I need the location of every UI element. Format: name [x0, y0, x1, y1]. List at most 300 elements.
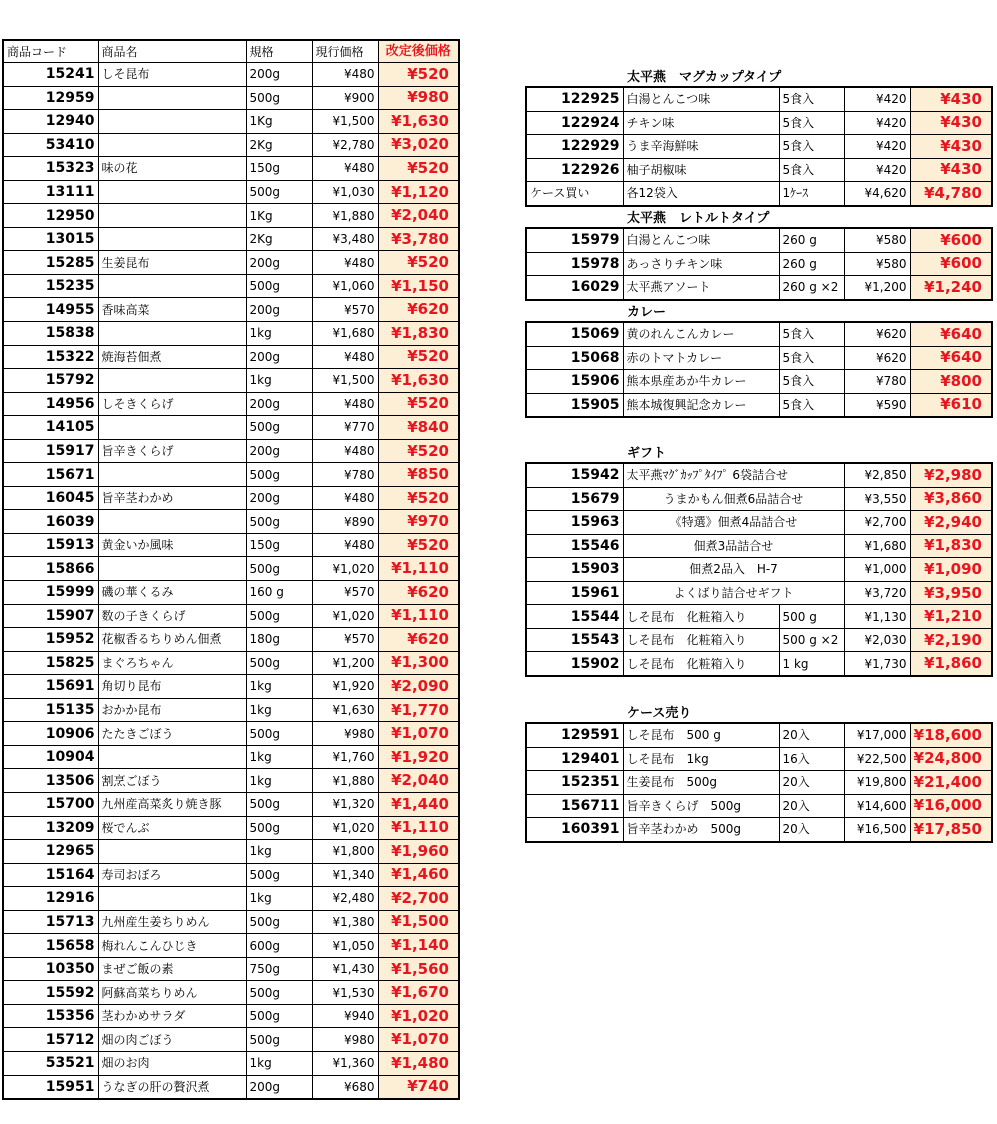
- new-price: ¥430: [910, 87, 992, 111]
- product-spec: 500g: [246, 1028, 312, 1052]
- product-code: 15700: [3, 792, 98, 816]
- new-price: ¥1,240: [910, 276, 992, 300]
- new-price: ¥3,950: [910, 581, 992, 605]
- current-price: ¥570: [312, 298, 378, 322]
- product-spec: 1kg: [246, 675, 312, 699]
- product-name: [98, 204, 246, 228]
- new-price: ¥1,140: [378, 934, 459, 958]
- product-name: しそ昆布 化粧箱入り: [623, 605, 779, 629]
- current-price: ¥16,500: [844, 818, 910, 842]
- table-row: [3, 274, 459, 298]
- product-code: 15905: [526, 393, 623, 417]
- table-row: [526, 158, 992, 182]
- product-code: 14105: [3, 416, 98, 440]
- table-row: [3, 416, 459, 440]
- product-code: 12950: [3, 204, 98, 228]
- new-price: ¥430: [910, 111, 992, 135]
- product-spec: 1kg: [246, 745, 312, 769]
- new-price: ¥520: [378, 251, 459, 275]
- product-name: しそきくらげ: [98, 392, 246, 416]
- current-price: ¥1,800: [312, 840, 378, 864]
- product-name: 太平燕アソート: [623, 276, 779, 300]
- table-row: [526, 370, 992, 394]
- product-name: 割烹ごぼう: [98, 769, 246, 793]
- product-code: 12959: [3, 86, 98, 110]
- table-row: [3, 675, 459, 699]
- table-row: [526, 135, 992, 159]
- header-cell: 規格: [246, 40, 312, 63]
- product-spec: 5食入: [779, 111, 844, 135]
- product-code: 13209: [3, 816, 98, 840]
- product-spec: 1Kg: [246, 110, 312, 134]
- current-price: ¥2,780: [312, 133, 378, 157]
- current-price: ¥2,700: [844, 511, 910, 535]
- table-row: [3, 769, 459, 793]
- product-code: 15285: [3, 251, 98, 275]
- current-price: ¥680: [312, 1075, 378, 1099]
- product-code: 10904: [3, 745, 98, 769]
- product-spec: 600g: [246, 934, 312, 958]
- table-row: [526, 605, 992, 629]
- table-row: [3, 439, 459, 463]
- product-name: うま辛海鮮味: [623, 135, 779, 159]
- table-row: [526, 771, 992, 795]
- product-code: 129591: [526, 723, 623, 747]
- curry-table: [525, 321, 993, 418]
- product-code: 15241: [3, 63, 98, 87]
- product-name: 黄金いか風味: [98, 533, 246, 557]
- new-price: ¥1,830: [910, 534, 992, 558]
- product-spec: 180g: [246, 628, 312, 652]
- current-price: ¥420: [844, 111, 910, 135]
- product-code: 53410: [3, 133, 98, 157]
- new-price: ¥600: [910, 252, 992, 276]
- product-code: 122926: [526, 158, 623, 182]
- new-price: ¥1,960: [378, 840, 459, 864]
- product-spec: 1kg: [246, 1051, 312, 1075]
- product-name: 畑の肉ごぼう: [98, 1028, 246, 1052]
- retort-table: [525, 227, 993, 301]
- product-name: 香味高菜: [98, 298, 246, 322]
- current-price: ¥1,880: [312, 769, 378, 793]
- new-price: ¥430: [910, 135, 992, 159]
- current-price: ¥420: [844, 87, 910, 111]
- product-code: 14955: [3, 298, 98, 322]
- new-price: ¥850: [378, 463, 459, 487]
- table-row: [3, 651, 459, 675]
- product-name: チキン味: [623, 111, 779, 135]
- product-name: しそ昆布: [98, 63, 246, 87]
- current-price: ¥1,200: [312, 651, 378, 675]
- current-price: ¥480: [312, 251, 378, 275]
- new-price: ¥640: [910, 322, 992, 346]
- table-row: [3, 369, 459, 393]
- section-title-curry: カレー: [627, 305, 667, 320]
- new-price: ¥2,940: [910, 511, 992, 535]
- product-spec: 200g: [246, 63, 312, 87]
- product-code: 15543: [526, 628, 623, 652]
- product-code: 15069: [526, 322, 623, 346]
- current-price: ¥780: [312, 463, 378, 487]
- new-price: ¥520: [378, 63, 459, 87]
- new-price: ¥3,020: [378, 133, 459, 157]
- current-price: ¥1,000: [844, 558, 910, 582]
- product-code: 15838: [3, 322, 98, 346]
- product-code: 15999: [3, 581, 98, 605]
- product-code: 160391: [526, 818, 623, 842]
- current-price: ¥2,480: [312, 887, 378, 911]
- new-price: ¥620: [378, 581, 459, 605]
- new-price: ¥24,800: [910, 747, 992, 771]
- new-price: ¥2,040: [378, 204, 459, 228]
- product-code: 15164: [3, 863, 98, 887]
- table-row: [3, 533, 459, 557]
- new-price: ¥1,020: [378, 1004, 459, 1028]
- product-code: ケース買い: [526, 182, 623, 206]
- new-price: ¥1,460: [378, 863, 459, 887]
- product-name: 白湯とんこつ味: [623, 87, 779, 111]
- table-row: [526, 393, 992, 417]
- new-price: ¥520: [378, 439, 459, 463]
- product-code: 10906: [3, 722, 98, 746]
- current-price: ¥420: [844, 135, 910, 159]
- product-spec: 500g: [246, 722, 312, 746]
- header-cell: 商品コード: [3, 40, 98, 63]
- product-spec: 5食入: [779, 346, 844, 370]
- current-price: ¥1,340: [312, 863, 378, 887]
- product-spec: 5食入: [779, 87, 844, 111]
- product-code: 122929: [526, 135, 623, 159]
- current-price: ¥580: [844, 252, 910, 276]
- table-row: [3, 463, 459, 487]
- new-price: ¥840: [378, 416, 459, 440]
- product-spec: 160 g: [246, 581, 312, 605]
- product-name: [98, 180, 246, 204]
- product-code: 15356: [3, 1004, 98, 1028]
- new-price: ¥2,190: [910, 628, 992, 652]
- new-price: ¥2,090: [378, 675, 459, 699]
- product-code: 12940: [3, 110, 98, 134]
- product-name: 熊本県産あか牛カレー: [623, 370, 779, 394]
- table-row: [3, 981, 459, 1005]
- table-row: [3, 227, 459, 251]
- product-name: しそ昆布 500 g: [623, 723, 779, 747]
- table-row: [526, 723, 992, 747]
- product-code: 15952: [3, 628, 98, 652]
- new-price: ¥740: [378, 1075, 459, 1099]
- product-name: 太平燕ﾏｸﾞｶｯﾌﾟﾀｲﾌﾟ 6袋詰合せ: [623, 463, 844, 487]
- product-name: [98, 110, 246, 134]
- table-row: [3, 322, 459, 346]
- product-spec: 20入: [779, 723, 844, 747]
- table-row: [3, 840, 459, 864]
- current-price: ¥4,620: [844, 182, 910, 206]
- product-spec: 5食入: [779, 135, 844, 159]
- table-row: [3, 745, 459, 769]
- product-spec: 500g: [246, 510, 312, 534]
- mug-table: [525, 86, 993, 207]
- new-price: ¥600: [910, 228, 992, 252]
- product-code: 15235: [3, 274, 98, 298]
- table-row: [3, 722, 459, 746]
- current-price: ¥980: [312, 1028, 378, 1052]
- product-spec: 500 g ×2: [779, 628, 844, 652]
- current-price: ¥1,030: [312, 180, 378, 204]
- new-price: ¥520: [378, 157, 459, 181]
- product-spec: 500g: [246, 86, 312, 110]
- product-code: 15679: [526, 487, 623, 511]
- current-price: ¥480: [312, 63, 378, 87]
- header-row: [3, 40, 459, 63]
- product-code: 53521: [3, 1051, 98, 1075]
- table-row: [3, 204, 459, 228]
- current-price: ¥480: [312, 392, 378, 416]
- current-price: ¥3,480: [312, 227, 378, 251]
- current-price: ¥620: [844, 346, 910, 370]
- table-row: [3, 1051, 459, 1075]
- product-code: 122924: [526, 111, 623, 135]
- product-code: 15713: [3, 910, 98, 934]
- product-code: 13015: [3, 227, 98, 251]
- product-spec: 20入: [779, 818, 844, 842]
- product-name: 生姜昆布: [98, 251, 246, 275]
- new-price: ¥1,070: [378, 722, 459, 746]
- new-price: ¥800: [910, 370, 992, 394]
- section-title-case: ケース売り: [627, 706, 692, 721]
- product-name: [98, 133, 246, 157]
- product-name: [98, 840, 246, 864]
- table-row: [526, 534, 992, 558]
- product-name: [98, 369, 246, 393]
- table-row: [3, 298, 459, 322]
- table-row: [3, 251, 459, 275]
- product-spec: 500g: [246, 1004, 312, 1028]
- product-code: 15906: [526, 370, 623, 394]
- table-row: [3, 345, 459, 369]
- new-price: ¥1,110: [378, 557, 459, 581]
- table-row: [3, 1075, 459, 1099]
- product-name: 桜でんぶ: [98, 816, 246, 840]
- product-code: 16029: [526, 276, 623, 300]
- table-row: [526, 581, 992, 605]
- new-price: ¥520: [378, 533, 459, 557]
- table-row: [526, 228, 992, 252]
- product-name: 磯の華くるみ: [98, 581, 246, 605]
- product-name: 佃煮3品詰合せ: [623, 534, 844, 558]
- new-price: ¥1,560: [378, 957, 459, 981]
- current-price: ¥1,920: [312, 675, 378, 699]
- product-spec: 5食入: [779, 370, 844, 394]
- table-row: [526, 346, 992, 370]
- product-name: 九州産生姜ちりめん: [98, 910, 246, 934]
- new-price: ¥2,040: [378, 769, 459, 793]
- product-spec: 200g: [246, 345, 312, 369]
- current-price: ¥480: [312, 157, 378, 181]
- product-code: 15135: [3, 698, 98, 722]
- current-price: ¥480: [312, 439, 378, 463]
- product-spec: 1kg: [246, 769, 312, 793]
- product-code: 15322: [3, 345, 98, 369]
- table-row: [3, 180, 459, 204]
- current-price: ¥940: [312, 1004, 378, 1028]
- product-spec: 5食入: [779, 322, 844, 346]
- new-price: ¥520: [378, 392, 459, 416]
- product-spec: 500g: [246, 981, 312, 1005]
- table-row: [526, 794, 992, 818]
- product-spec: 1 kg: [779, 652, 844, 676]
- table-row: [3, 887, 459, 911]
- product-spec: 2Kg: [246, 227, 312, 251]
- product-code: 13111: [3, 180, 98, 204]
- product-spec: 20入: [779, 771, 844, 795]
- product-spec: 2Kg: [246, 133, 312, 157]
- product-code: 15866: [3, 557, 98, 581]
- new-price: ¥1,300: [378, 651, 459, 675]
- product-code: 15907: [3, 604, 98, 628]
- header-cell: 現行価格: [312, 40, 378, 63]
- new-price: ¥2,980: [910, 463, 992, 487]
- product-code: 15942: [526, 463, 623, 487]
- product-name: しそ昆布 化粧箱入り: [623, 652, 779, 676]
- new-price: ¥1,070: [378, 1028, 459, 1052]
- new-price: ¥1,120: [378, 180, 459, 204]
- product-spec: 500g: [246, 651, 312, 675]
- table-row: [526, 652, 992, 676]
- product-spec: 200g: [246, 298, 312, 322]
- table-row: [3, 910, 459, 934]
- table-row: [3, 133, 459, 157]
- product-name: [98, 557, 246, 581]
- product-code: 15951: [3, 1075, 98, 1099]
- new-price: ¥520: [378, 345, 459, 369]
- table-row: [3, 86, 459, 110]
- current-price: ¥1,020: [312, 604, 378, 628]
- current-price: ¥1,320: [312, 792, 378, 816]
- product-code: 12916: [3, 887, 98, 911]
- table-row: [526, 322, 992, 346]
- current-price: ¥900: [312, 86, 378, 110]
- table-row: [526, 511, 992, 535]
- table-row: [3, 157, 459, 181]
- product-spec: 260 g: [779, 252, 844, 276]
- current-price: ¥620: [844, 322, 910, 346]
- product-code: 15658: [3, 934, 98, 958]
- new-price: ¥1,210: [910, 605, 992, 629]
- product-name: 熊本城復興記念カレー: [623, 393, 779, 417]
- product-name: うまかもん佃煮6品詰合せ: [623, 487, 844, 511]
- product-spec: 1kg: [246, 369, 312, 393]
- table-row: [526, 628, 992, 652]
- new-price: ¥980: [378, 86, 459, 110]
- new-price: ¥1,830: [378, 322, 459, 346]
- table-row: [526, 87, 992, 111]
- current-price: ¥420: [844, 158, 910, 182]
- product-spec: 150g: [246, 157, 312, 181]
- new-price: ¥1,090: [910, 558, 992, 582]
- product-name: 赤のトマトカレー: [623, 346, 779, 370]
- product-name: 畑のお肉: [98, 1051, 246, 1075]
- product-code: 129401: [526, 747, 623, 771]
- current-price: ¥770: [312, 416, 378, 440]
- table-row: [3, 604, 459, 628]
- header-cell-new-price: 改定後価格: [378, 40, 459, 63]
- new-price: ¥620: [378, 628, 459, 652]
- product-name: 各12袋入: [623, 182, 779, 206]
- product-spec: 200g: [246, 1075, 312, 1099]
- table-row: [526, 558, 992, 582]
- product-name: [98, 887, 246, 911]
- product-spec: 500g: [246, 416, 312, 440]
- table-row: [3, 486, 459, 510]
- product-spec: 500g: [246, 792, 312, 816]
- product-spec: 500g: [246, 180, 312, 204]
- product-name: まぜご飯の素: [98, 957, 246, 981]
- current-price: ¥2,030: [844, 628, 910, 652]
- product-code: 12965: [3, 840, 98, 864]
- table-row: [3, 510, 459, 534]
- product-spec: 260 g ×2: [779, 276, 844, 300]
- new-price: ¥1,480: [378, 1051, 459, 1075]
- table-row: [3, 698, 459, 722]
- new-price: ¥1,630: [378, 369, 459, 393]
- current-price: ¥17,000: [844, 723, 910, 747]
- current-price: ¥22,500: [844, 747, 910, 771]
- product-name: [98, 463, 246, 487]
- table-row: [3, 934, 459, 958]
- product-code: 15068: [526, 346, 623, 370]
- product-spec: 200g: [246, 486, 312, 510]
- table-row: [526, 487, 992, 511]
- section-title-mug: 太平燕 マグカップタイプ: [627, 70, 782, 85]
- product-name: [98, 274, 246, 298]
- product-name: 味の花: [98, 157, 246, 181]
- product-name: 花椒香るちりめん佃煮: [98, 628, 246, 652]
- product-name: 《特選》佃煮4品詰合せ: [623, 511, 844, 535]
- new-price: ¥17,850: [910, 818, 992, 842]
- product-spec: 500g: [246, 910, 312, 934]
- product-name: 旨辛きくらげ: [98, 439, 246, 463]
- new-price: ¥16,000: [910, 794, 992, 818]
- new-price: ¥1,770: [378, 698, 459, 722]
- new-price: ¥970: [378, 510, 459, 534]
- table-row: [526, 747, 992, 771]
- product-name: [98, 510, 246, 534]
- product-name: 佃煮2品入 H-7: [623, 558, 844, 582]
- table-row: [3, 581, 459, 605]
- new-price: ¥18,600: [910, 723, 992, 747]
- product-name: [98, 745, 246, 769]
- new-price: ¥1,150: [378, 274, 459, 298]
- product-code: 15323: [3, 157, 98, 181]
- product-name: しそ昆布 化粧箱入り: [623, 628, 779, 652]
- product-name: 茎わかめサラダ: [98, 1004, 246, 1028]
- current-price: ¥14,600: [844, 794, 910, 818]
- product-code: 15691: [3, 675, 98, 699]
- table-row: [526, 182, 992, 206]
- new-price: ¥2,700: [378, 887, 459, 911]
- product-spec: 200g: [246, 439, 312, 463]
- product-name: 柚子胡椒味: [623, 158, 779, 182]
- current-price: ¥570: [312, 628, 378, 652]
- product-code: 156711: [526, 794, 623, 818]
- current-price: ¥1,380: [312, 910, 378, 934]
- current-price: ¥19,800: [844, 771, 910, 795]
- table-row: [3, 1004, 459, 1028]
- current-price: ¥1,760: [312, 745, 378, 769]
- current-price: ¥1,630: [312, 698, 378, 722]
- product-spec: 5食入: [779, 158, 844, 182]
- product-code: 15963: [526, 511, 623, 535]
